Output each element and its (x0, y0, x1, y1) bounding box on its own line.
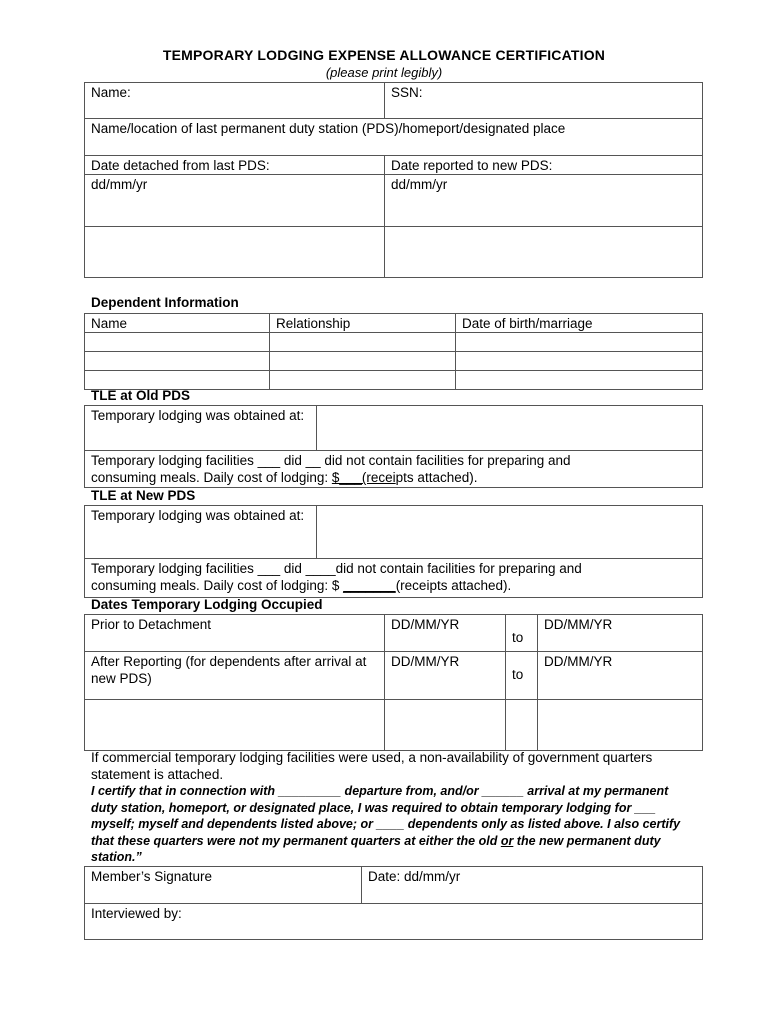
date-format-hint: DD/MM/YR (391, 654, 460, 669)
tle-new-heading: TLE at New PDS (91, 488, 196, 503)
form-title: TEMPORARY LODGING EXPENSE ALLOWANCE CERTIFICATION (162, 47, 606, 63)
commercial-lodging-statement: If commercial temporary lodging facilities were used, a non-availability of government quarters statement is attached. (91, 750, 653, 782)
detached-date-label: Date detached from last PDS: (85, 156, 385, 175)
tle-old-receipts-text: pts attached). (395, 470, 478, 485)
to-label: to (512, 667, 524, 682)
name-label: Name: (91, 85, 131, 100)
column-header-relationship: Relationship (270, 314, 456, 333)
dependent-info-heading: Dependent Information (91, 295, 239, 310)
last-pds-label: Name/location of last permanent duty station (PDS)/homeport/designated place (91, 121, 566, 136)
after-reporting-label: After Reporting (for dependents after arrival at new PDS) (85, 652, 385, 700)
member-signature-label: Member’s Signature (91, 869, 213, 884)
table-row (85, 352, 703, 371)
dependent-relationship-cell[interactable] (270, 352, 456, 371)
tle-old-facilities-line1: Temporary lodging facilities ___ did __ did not contain facilities for preparing and (91, 453, 571, 468)
dates-occupied-table (84, 614, 703, 751)
date-format-hint: dd/mm/yr (91, 177, 148, 192)
ssn-field[interactable] (385, 83, 703, 119)
table-row (85, 333, 703, 352)
interviewed-by-label: Interviewed by: (91, 906, 182, 921)
after-start-date-field[interactable] (385, 652, 506, 700)
to-cell (506, 652, 538, 700)
blank-cell[interactable] (538, 700, 703, 751)
column-header-date: Date of birth/marriage (456, 314, 703, 333)
tle-old-obtained-field[interactable] (317, 406, 703, 451)
last-pds-field[interactable] (85, 119, 703, 156)
blank-cell[interactable] (85, 700, 385, 751)
tle-new-cost-blank[interactable]: _______ (343, 578, 396, 593)
prior-detachment-label: Prior to Detachment (85, 615, 385, 652)
tle-new-obtained-field[interactable] (317, 506, 703, 559)
signature-date-field[interactable] (362, 867, 703, 904)
tle-old-facilities (85, 451, 703, 488)
certification-text: I certify that in connection with _________ departure from, and/or ______ arrival at my permanent duty station, homeport, or designated place, I was required to obtain temporary lodging for ___ myself; myself and dependents listed above; or ____ dependents only as listed above. I also certify that these quarters were not my permanent quarters at either the old (91, 784, 681, 848)
detached-date-field[interactable] (85, 175, 385, 227)
form-subtitle: (please print legibly) (325, 65, 443, 80)
blank-cell (506, 700, 538, 751)
tle-new-facilities-line2: consuming meals. Daily cost of lodging: $ (91, 578, 344, 593)
signature-table (84, 866, 703, 940)
certification-statement (91, 783, 691, 866)
date-format-hint: dd/mm/yr (391, 177, 448, 192)
ssn-label: SSN: (391, 85, 423, 100)
tle-old-cost-blank[interactable]: $___(recei (331, 470, 396, 485)
reported-date-label: Date reported to new PDS: (385, 156, 703, 175)
blank-cell[interactable] (385, 700, 506, 751)
member-info-table (84, 82, 703, 278)
date-format-hint: DD/MM/YR (391, 617, 460, 632)
tle-new-receipts-text: (receipts attached). (395, 578, 512, 593)
prior-start-date-field[interactable] (385, 615, 506, 652)
to-label: to (512, 630, 524, 645)
column-header-name: Name (85, 314, 270, 333)
prior-end-date-field[interactable] (538, 615, 703, 652)
tle-new-facilities (85, 559, 703, 598)
tle-old-table (84, 405, 703, 488)
table-row (85, 371, 703, 390)
tle-old-facilities-line2: consuming meals. Daily cost of lodging: (91, 470, 332, 485)
dependent-date-cell[interactable] (456, 371, 703, 390)
dependent-date-cell[interactable] (456, 352, 703, 371)
date-format-hint: DD/MM/YR (544, 654, 613, 669)
member-signature-field[interactable] (85, 867, 362, 904)
tle-new-obtained-label: Temporary lodging was obtained at: (85, 506, 317, 559)
signature-date-label: Date: dd/mm/yr (368, 869, 461, 884)
tle-new-facilities-line1: Temporary lodging facilities ___ did ____did not contain facilities for preparing and (91, 561, 582, 576)
blank-cell[interactable] (385, 227, 703, 278)
dependent-name-cell[interactable] (85, 333, 270, 352)
after-end-date-field[interactable] (538, 652, 703, 700)
dependent-name-cell[interactable] (85, 371, 270, 390)
dependent-relationship-cell[interactable] (270, 333, 456, 352)
dependent-date-cell[interactable] (456, 333, 703, 352)
certification-text-end: the new permanent duty station.” (91, 833, 661, 864)
to-cell (506, 615, 538, 652)
certification-or: or (500, 833, 514, 848)
tle-old-obtained-label: Temporary lodging was obtained at: (85, 406, 317, 451)
interviewed-by-field[interactable] (85, 904, 703, 940)
reported-date-field[interactable] (385, 175, 703, 227)
tle-old-heading: TLE at Old PDS (91, 388, 191, 403)
dependent-relationship-cell[interactable] (270, 371, 456, 390)
tle-new-table (84, 505, 703, 598)
dates-occupied-heading: Dates Temporary Lodging Occupied (91, 597, 323, 612)
blank-cell[interactable] (85, 227, 385, 278)
dependent-name-cell[interactable] (85, 352, 270, 371)
dependents-table (84, 313, 703, 390)
date-format-hint: DD/MM/YR (544, 617, 613, 632)
name-field[interactable] (85, 83, 385, 119)
